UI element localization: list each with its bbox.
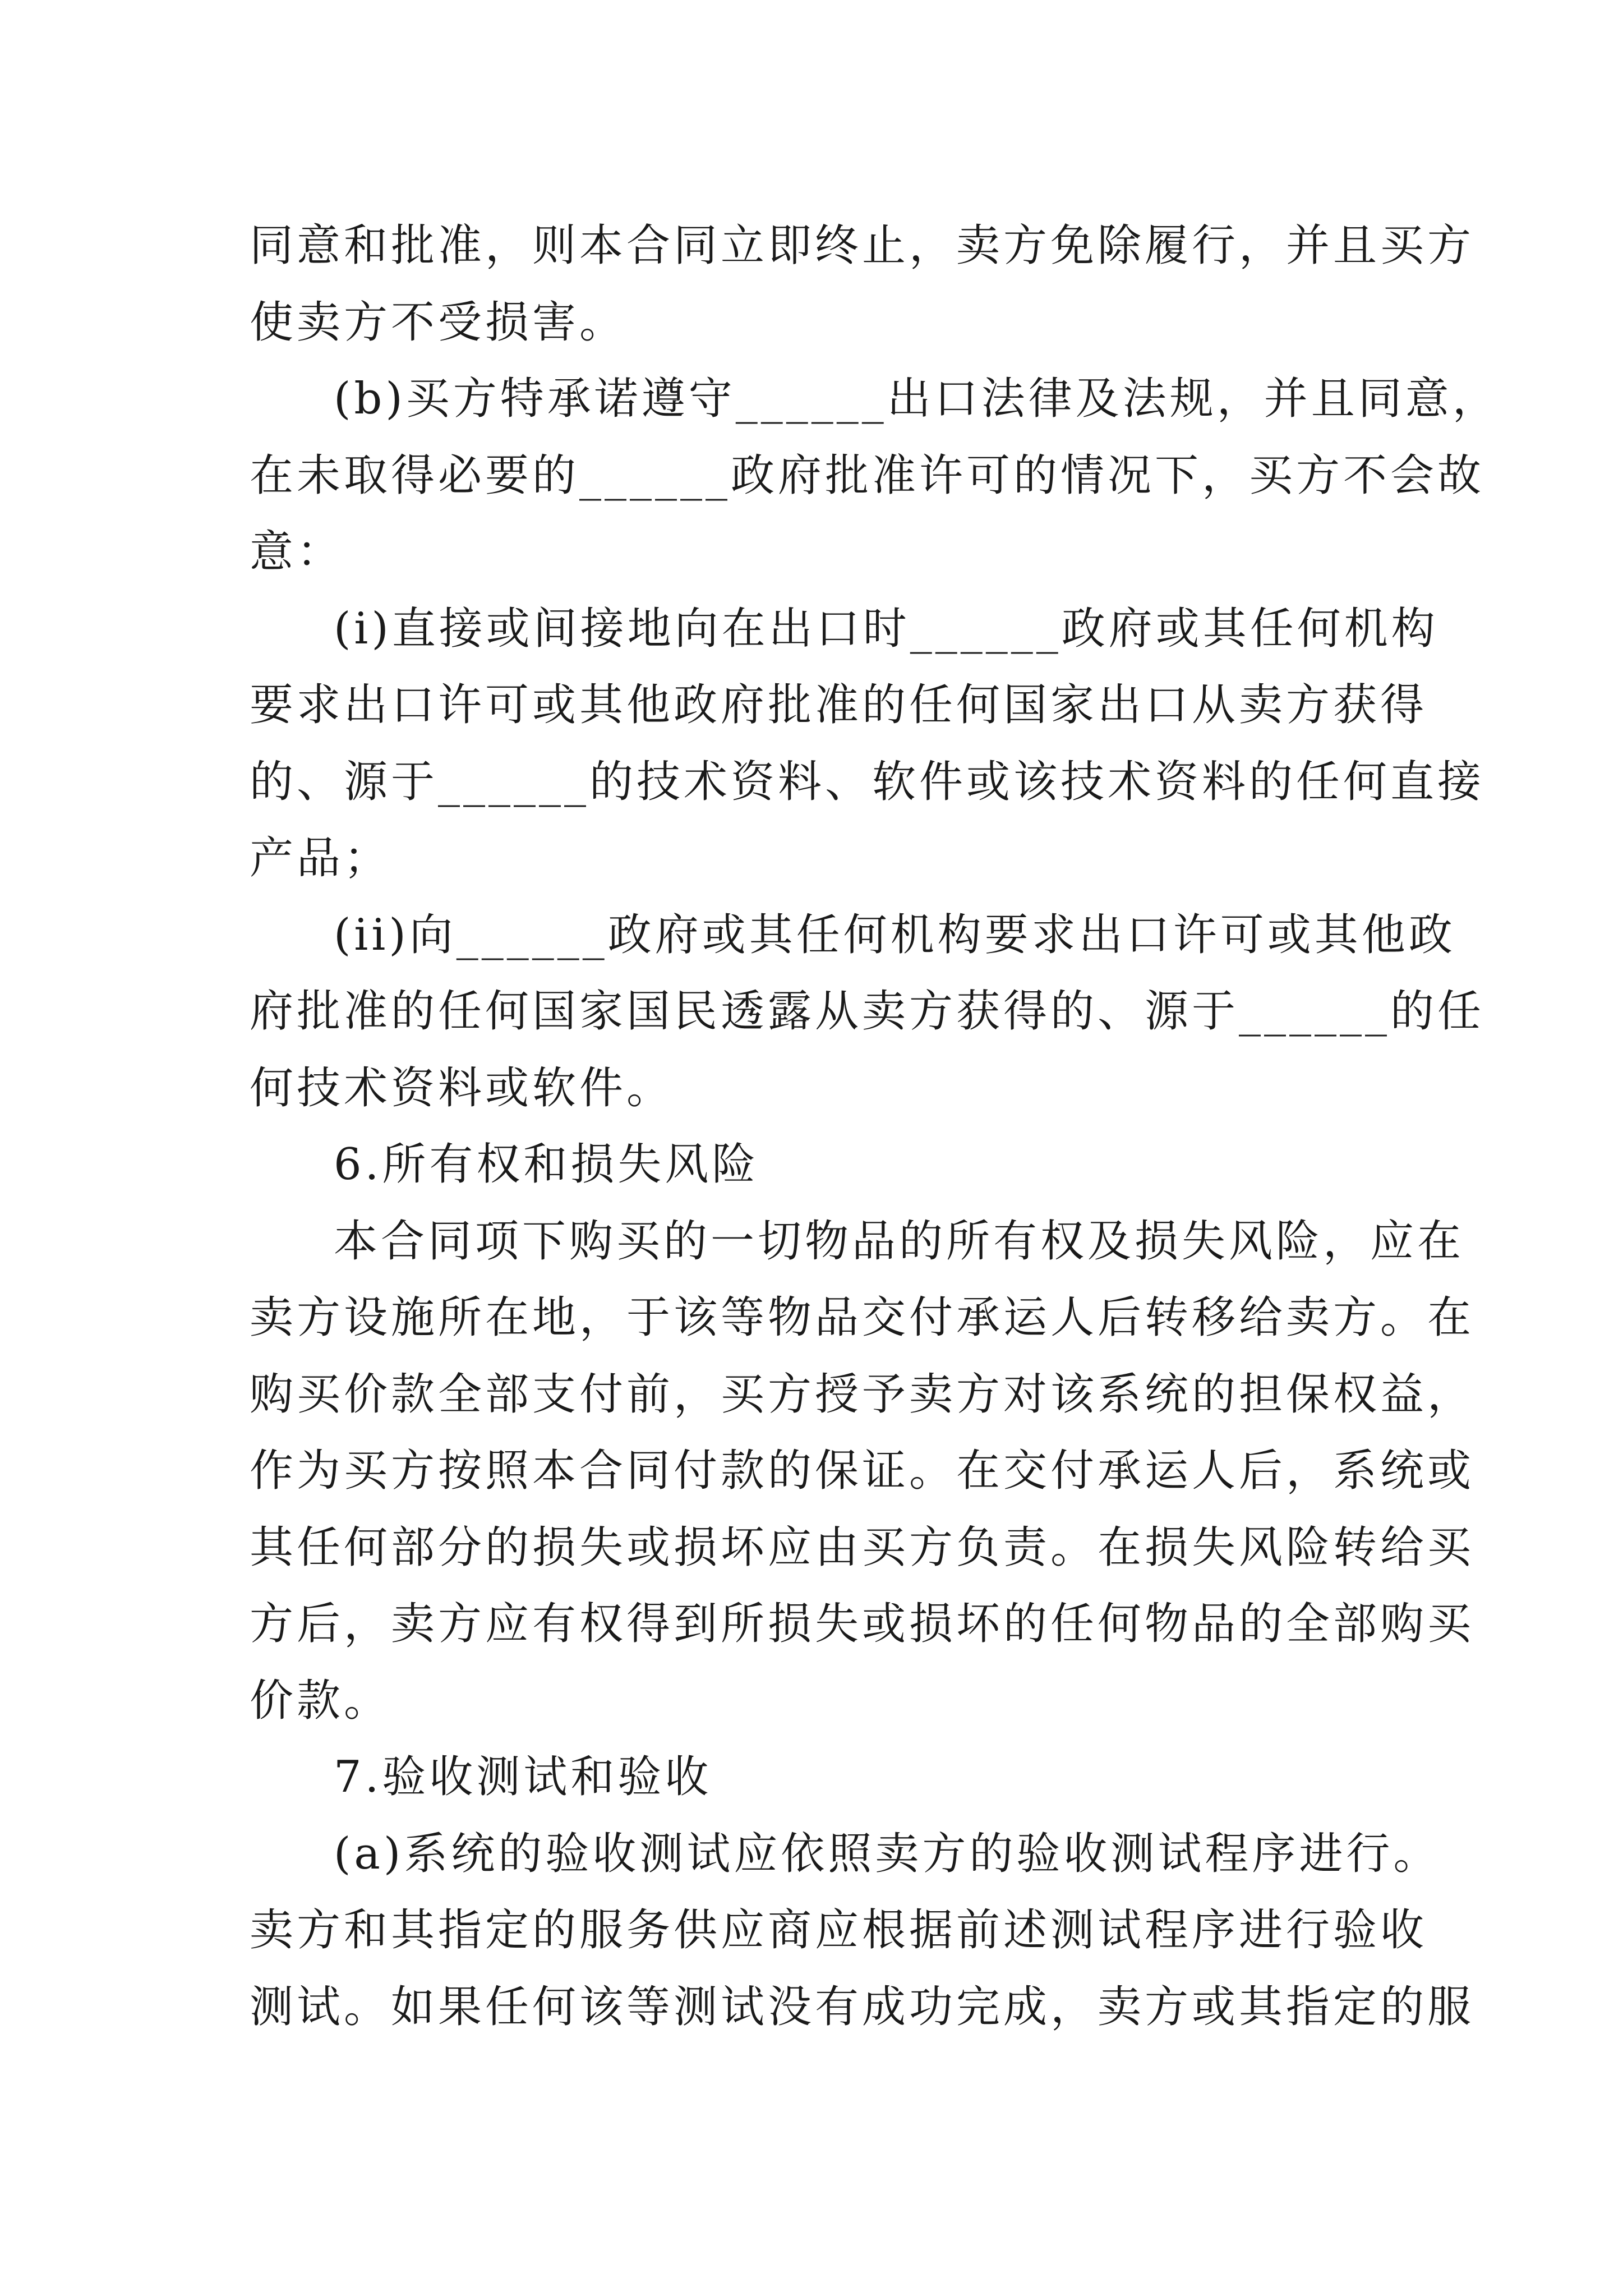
text-line: 测试。如果任何该等测试没有成功完成，卖方或其指定的服: [250, 1981, 1475, 2032]
section-6-paragraph-line: 本合同项下购买的一切物品的所有权及损失风险，应在: [334, 1216, 1465, 1267]
text-line: 在未取得必要的______政府批准许可的情况下，买方不会故: [250, 450, 1485, 501]
clause-7a-line: (a)系统的验收测试应依照卖方的验收测试程序进行。: [334, 1828, 1441, 1879]
clause-5b-line: (b)买方特承诺遵守______出口法律及法规，并且同意，: [334, 374, 1500, 424]
text-line: 卖方和其指定的服务供应商应根据前述测试程序进行验收: [250, 1905, 1428, 1955]
clause-ii-line: (ii)向______政府或其任何机构要求出口许可或其他政: [334, 909, 1456, 960]
text-line: 其任何部分的损失或损坏应由买方负责。在损失风险转给买: [250, 1522, 1475, 1573]
text-line: 使卖方不受损害。: [250, 297, 627, 348]
text-line: 同意和批准，则本合同立即终止，卖方免除履行，并且买方: [250, 220, 1475, 271]
clause-i-line: (i)直接或间接地向在出口时______政府或其任何机构: [334, 603, 1438, 654]
text-line: 卖方设施所在地，于该等物品交付承运人后转移给卖方。在: [250, 1292, 1475, 1343]
section-7-heading: 7.验收测试和验收: [334, 1752, 712, 1802]
text-line: 府批准的任何国家国民透露从卖方获得的、源于______的任: [250, 986, 1485, 1037]
text-line: 作为买方按照本合同付款的保证。在交付承运人后，系统或: [250, 1446, 1475, 1496]
text-line: 何技术资料或软件。: [250, 1062, 674, 1114]
text-line: 产品；: [250, 833, 391, 884]
text-line: 价款。: [250, 1675, 391, 1726]
text-line: 意：: [250, 527, 344, 577]
text-line: 购买价款全部支付前，买方授予卖方对该系统的担保权益，: [250, 1369, 1475, 1420]
text-line: 方后，卖方应有权得到所损失或损坏的任何物品的全部购买: [250, 1599, 1475, 1649]
contract-text-body: [250, 208, 1500, 2045]
section-6-heading: 6.所有权和损失风险: [334, 1139, 759, 1190]
text-line: 的、源于______的技术资料、软件或该技术资料的任何直接: [250, 756, 1485, 807]
text-line: 要求出口许可或其他政府批准的任何国家出口从卖方获得: [250, 680, 1428, 730]
